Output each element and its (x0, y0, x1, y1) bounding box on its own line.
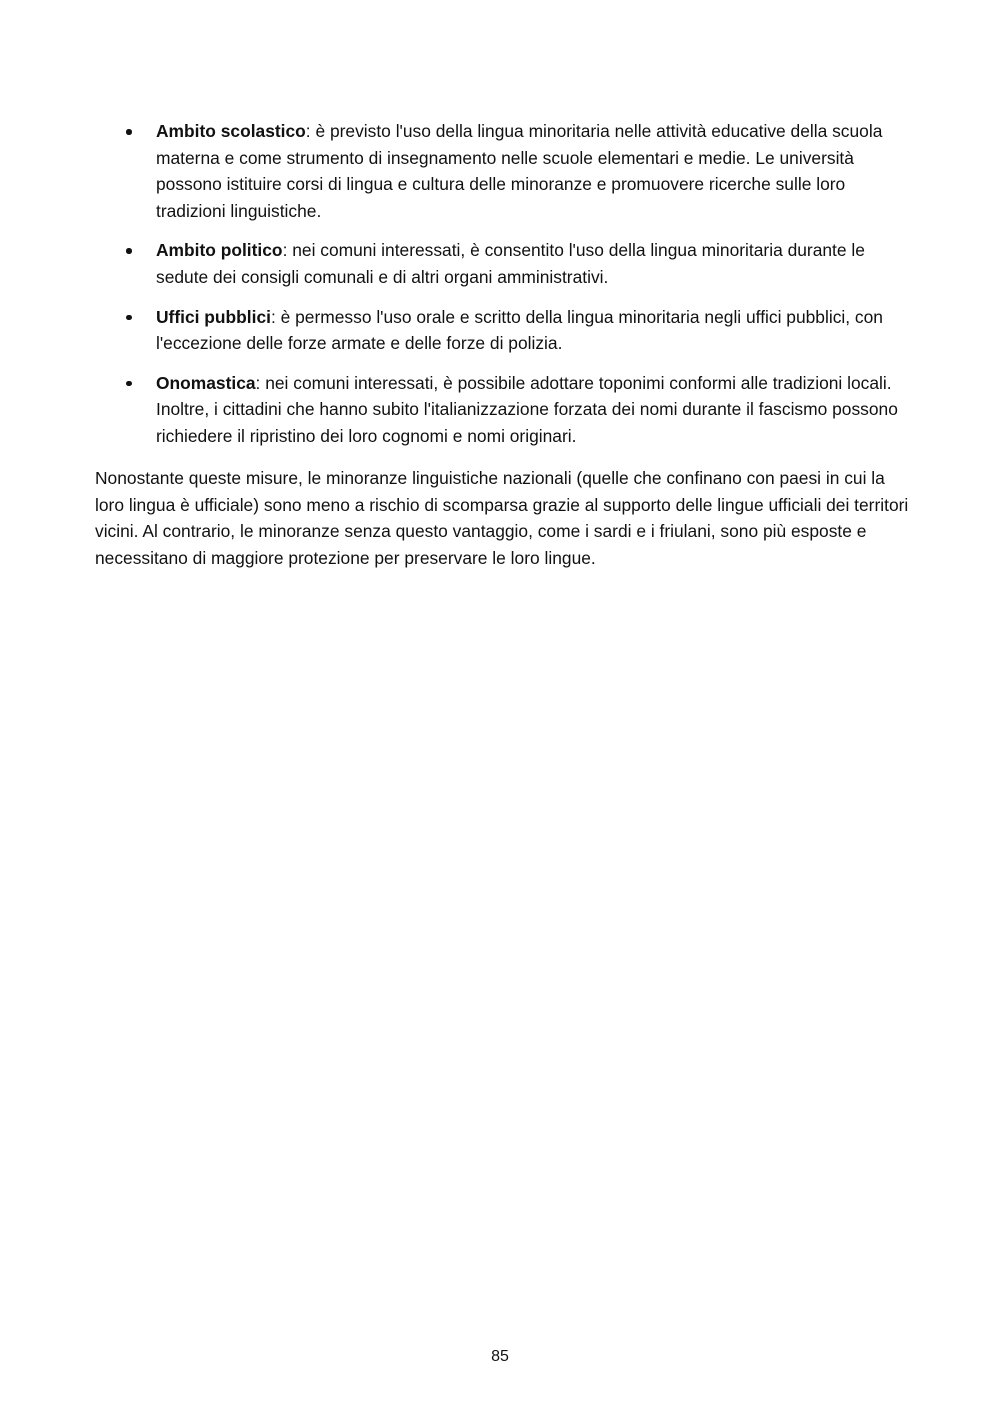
bullet-text: : è previsto l'uso della lingua minoritaria nelle attività educative della scuola materna e come strumento di insegnamento nelle scuole elementari e medie. Le università possono istituire corsi di lingua e cultura delle minoranze e promuovere ricerche sulle loro tradizioni linguistiche. (156, 121, 883, 221)
page-number: 85 (491, 1348, 509, 1365)
bullet-term: Onomastica (156, 372, 256, 393)
bullet-icon (126, 248, 132, 254)
bullet-item-ambito-scolastico (95, 118, 905, 224)
bullet-term: Ambito scolastico (156, 121, 306, 141)
bullet-item-ambito-politico (95, 237, 905, 290)
bullet-text: : nei comuni interessati, è consentito l'uso della lingua minoritaria durante le sedute dei consigli comunali e di altri organi amministrativi. (156, 240, 865, 287)
bullet-icon (126, 381, 132, 387)
bullet-item-uffici-pubblici (95, 304, 905, 357)
bullet-text: : nei comuni interessati, è possibile adottare toponimi conformi alle tradizioni locali. Inoltre, i cittadini che hanno subito l'italianizzazione forzata dei nomi durante il fascismo possono richiedere il ripristino dei loro cognomi e nomi originari. (156, 372, 898, 446)
bullet-list (95, 118, 905, 463)
bullet-icon (126, 315, 132, 321)
bullet-term: Ambito politico (156, 240, 283, 261)
bullet-term: Uffici pubblici (156, 306, 271, 327)
bullet-text: : è permesso l'uso orale e scritto della lingua minoritaria negli uffici pubblici, con l'eccezione delle forze armate e delle forze di polizia. (156, 306, 883, 354)
body-paragraph: Nonostante queste misure, le minoranze linguistiche nazionali (quelle che confinano con paesi in cui la loro lingua è ufficiale) sono meno a rischio di scomparsa grazie al supporto delle lingue ufficiali dei territori vicini. Al contrario, le minoranze senza questo vantaggio, come i sardi e i friulani, sono più esposte e necessitano di maggiore protezione per preservare le loro lingue. (95, 468, 909, 568)
bullet-item-onomastica (95, 370, 905, 450)
bullet-icon (126, 129, 132, 135)
